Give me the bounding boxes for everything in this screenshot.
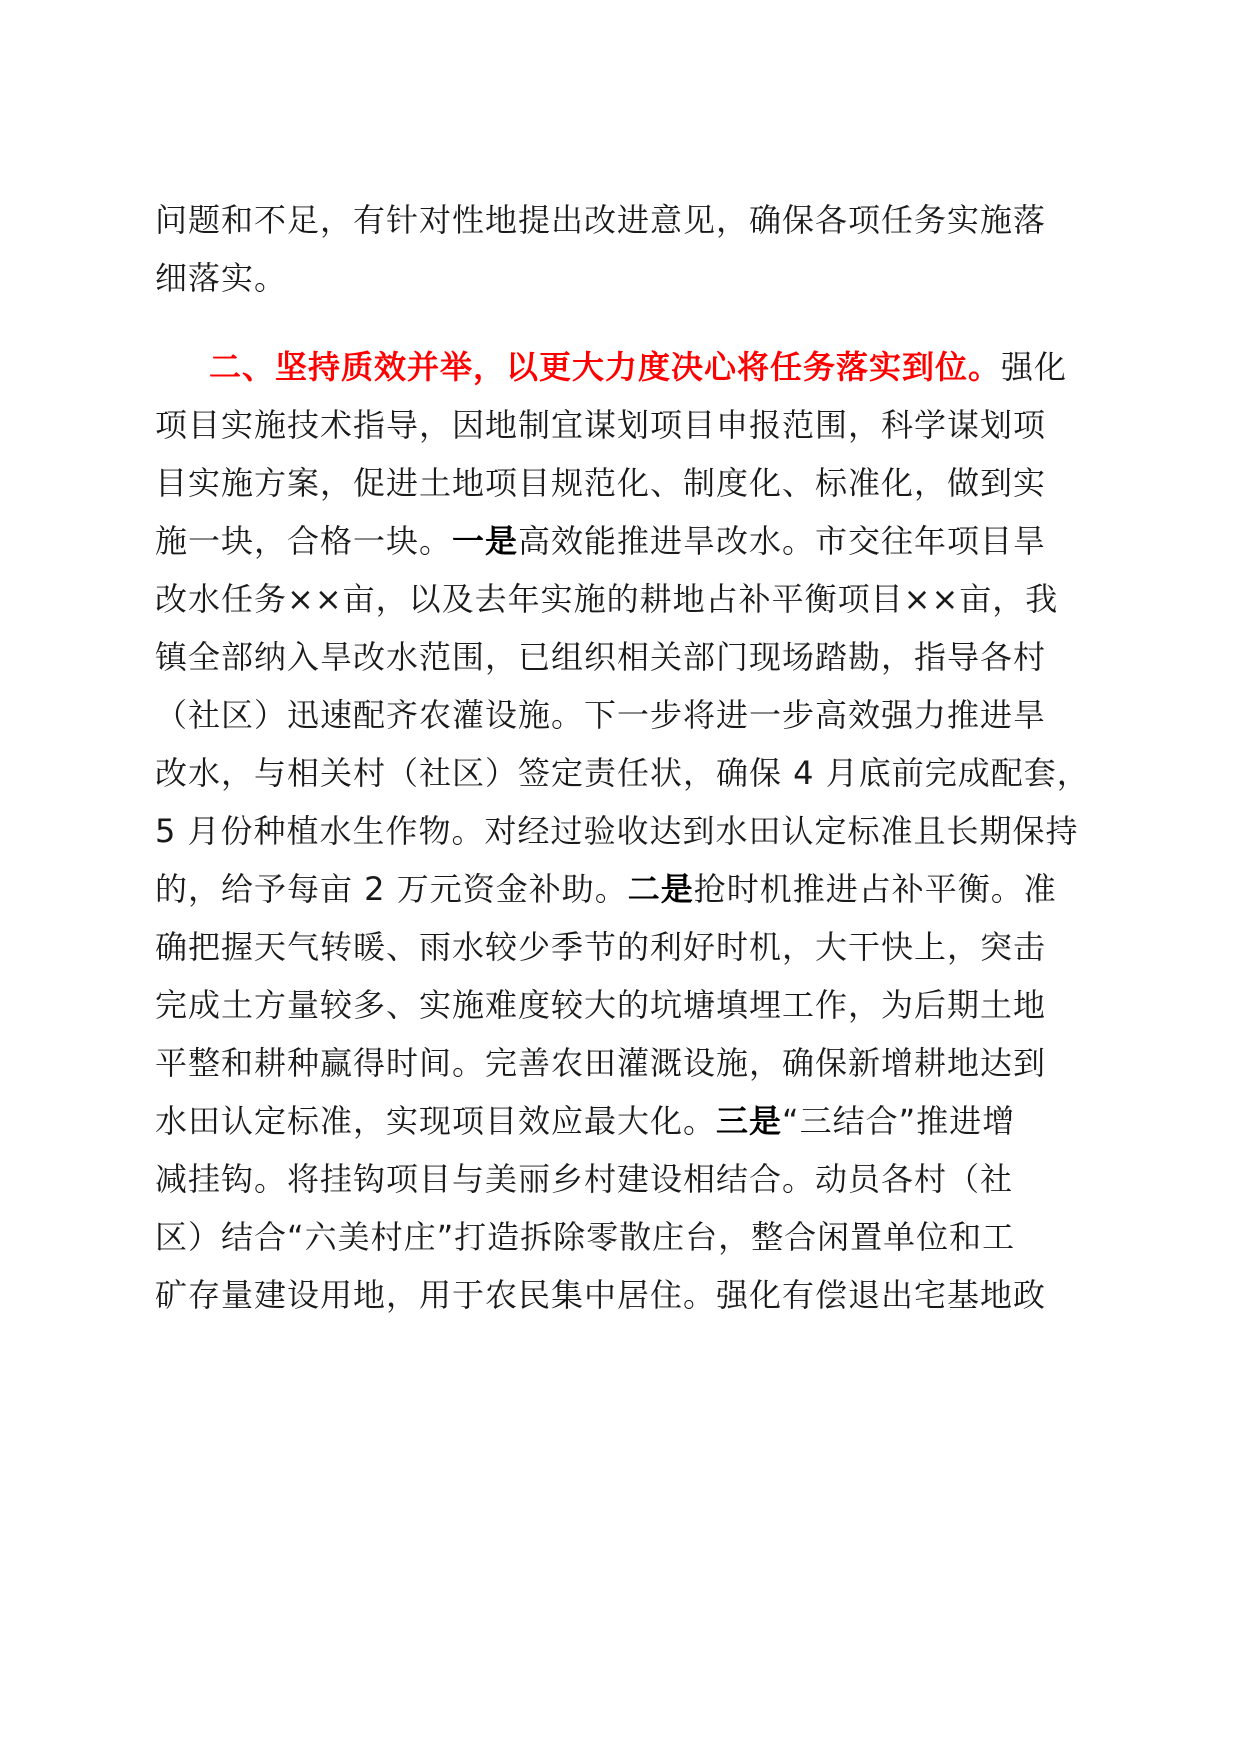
line14-text-pre: 水田认定标准，实现项目效应最大化。 <box>155 1102 717 1140</box>
section-heading-line <box>209 347 1067 387</box>
line4-text-post: 高效能推进旱改水。市交往年项目旱 <box>518 522 1047 560</box>
heading-tail-text: 强化 <box>1001 348 1068 386</box>
point-three-label: 三是 <box>716 1102 783 1140</box>
line14-text-post: “三结合”推进增 <box>782 1102 1016 1140</box>
paragraph2-line3: 目实施方案，促进土地项目规范化、制度化、标准化，做到实 <box>155 464 1047 502</box>
paragraph2-line17: 矿存量建设用地，用于农民集中居住。强化有偿退出宅基地政 <box>155 1276 1047 1314</box>
paragraph2-line13: 平整和耕种赢得时间。完善农田灌溉设施，确保新增耕地达到 <box>155 1044 1047 1082</box>
paragraph1-line1: 问题和不足，有针对性地提出改进意见，确保各项任务实施落 <box>155 201 1047 239</box>
point-two-label: 二是 <box>627 870 694 908</box>
paragraph1-line2: 细落实。 <box>155 259 288 297</box>
paragraph2-line12: 完成土方量较多、实施难度较大的坑塘填埋工作，为后期土地 <box>155 986 1047 1024</box>
line10-text-post: 抢时机推进占补平衡。准 <box>693 870 1057 908</box>
paragraph2-line9: 5 月份种植水生作物。对经过验收达到水田认定标准且长期保持 <box>155 812 1079 850</box>
paragraph2-line16: 区）结合“六美村庄”打造拆除零散庄台，整合闲置单位和工 <box>155 1218 1016 1256</box>
paragraph2-line7: （社区）迅速配齐农灌设施。下一步将进一步高效强力推进旱 <box>155 696 1047 734</box>
paragraph2-line6: 镇全部纳入旱改水范围，已组织相关部门现场踏勘，指导各村 <box>155 638 1047 676</box>
paragraph2-line8: 改水，与相关村（社区）签定责任状，确保 4 月底前完成配套， <box>155 754 1090 792</box>
paragraph2-line11: 确把握天气转暖、雨水较少季节的利好时机，大干快上，突击 <box>155 928 1047 966</box>
section-heading: 二、坚持质效并举，以更大力度决心将任务落实到位。 <box>209 348 1002 386</box>
paragraph2-line4 <box>155 521 1046 561</box>
paragraph2-line14 <box>155 1101 1015 1141</box>
paragraph2-line5: 改水任务××亩，以及去年实施的耕地占补平衡项目××亩，我 <box>155 580 1059 618</box>
line10-text-pre: 的，给予每亩 2 万元资金补助。 <box>155 870 628 908</box>
point-one-label: 一是 <box>452 522 519 560</box>
paragraph2-line15: 减挂钩。将挂钩项目与美丽乡村建设相结合。动员各村（社 <box>155 1160 1014 1198</box>
paragraph2-line10 <box>155 869 1057 909</box>
paragraph2-line2: 项目实施技术指导，因地制宜谋划项目申报范围，科学谋划项 <box>155 406 1047 444</box>
line4-text-pre: 施一块，合格一块。 <box>155 522 453 560</box>
